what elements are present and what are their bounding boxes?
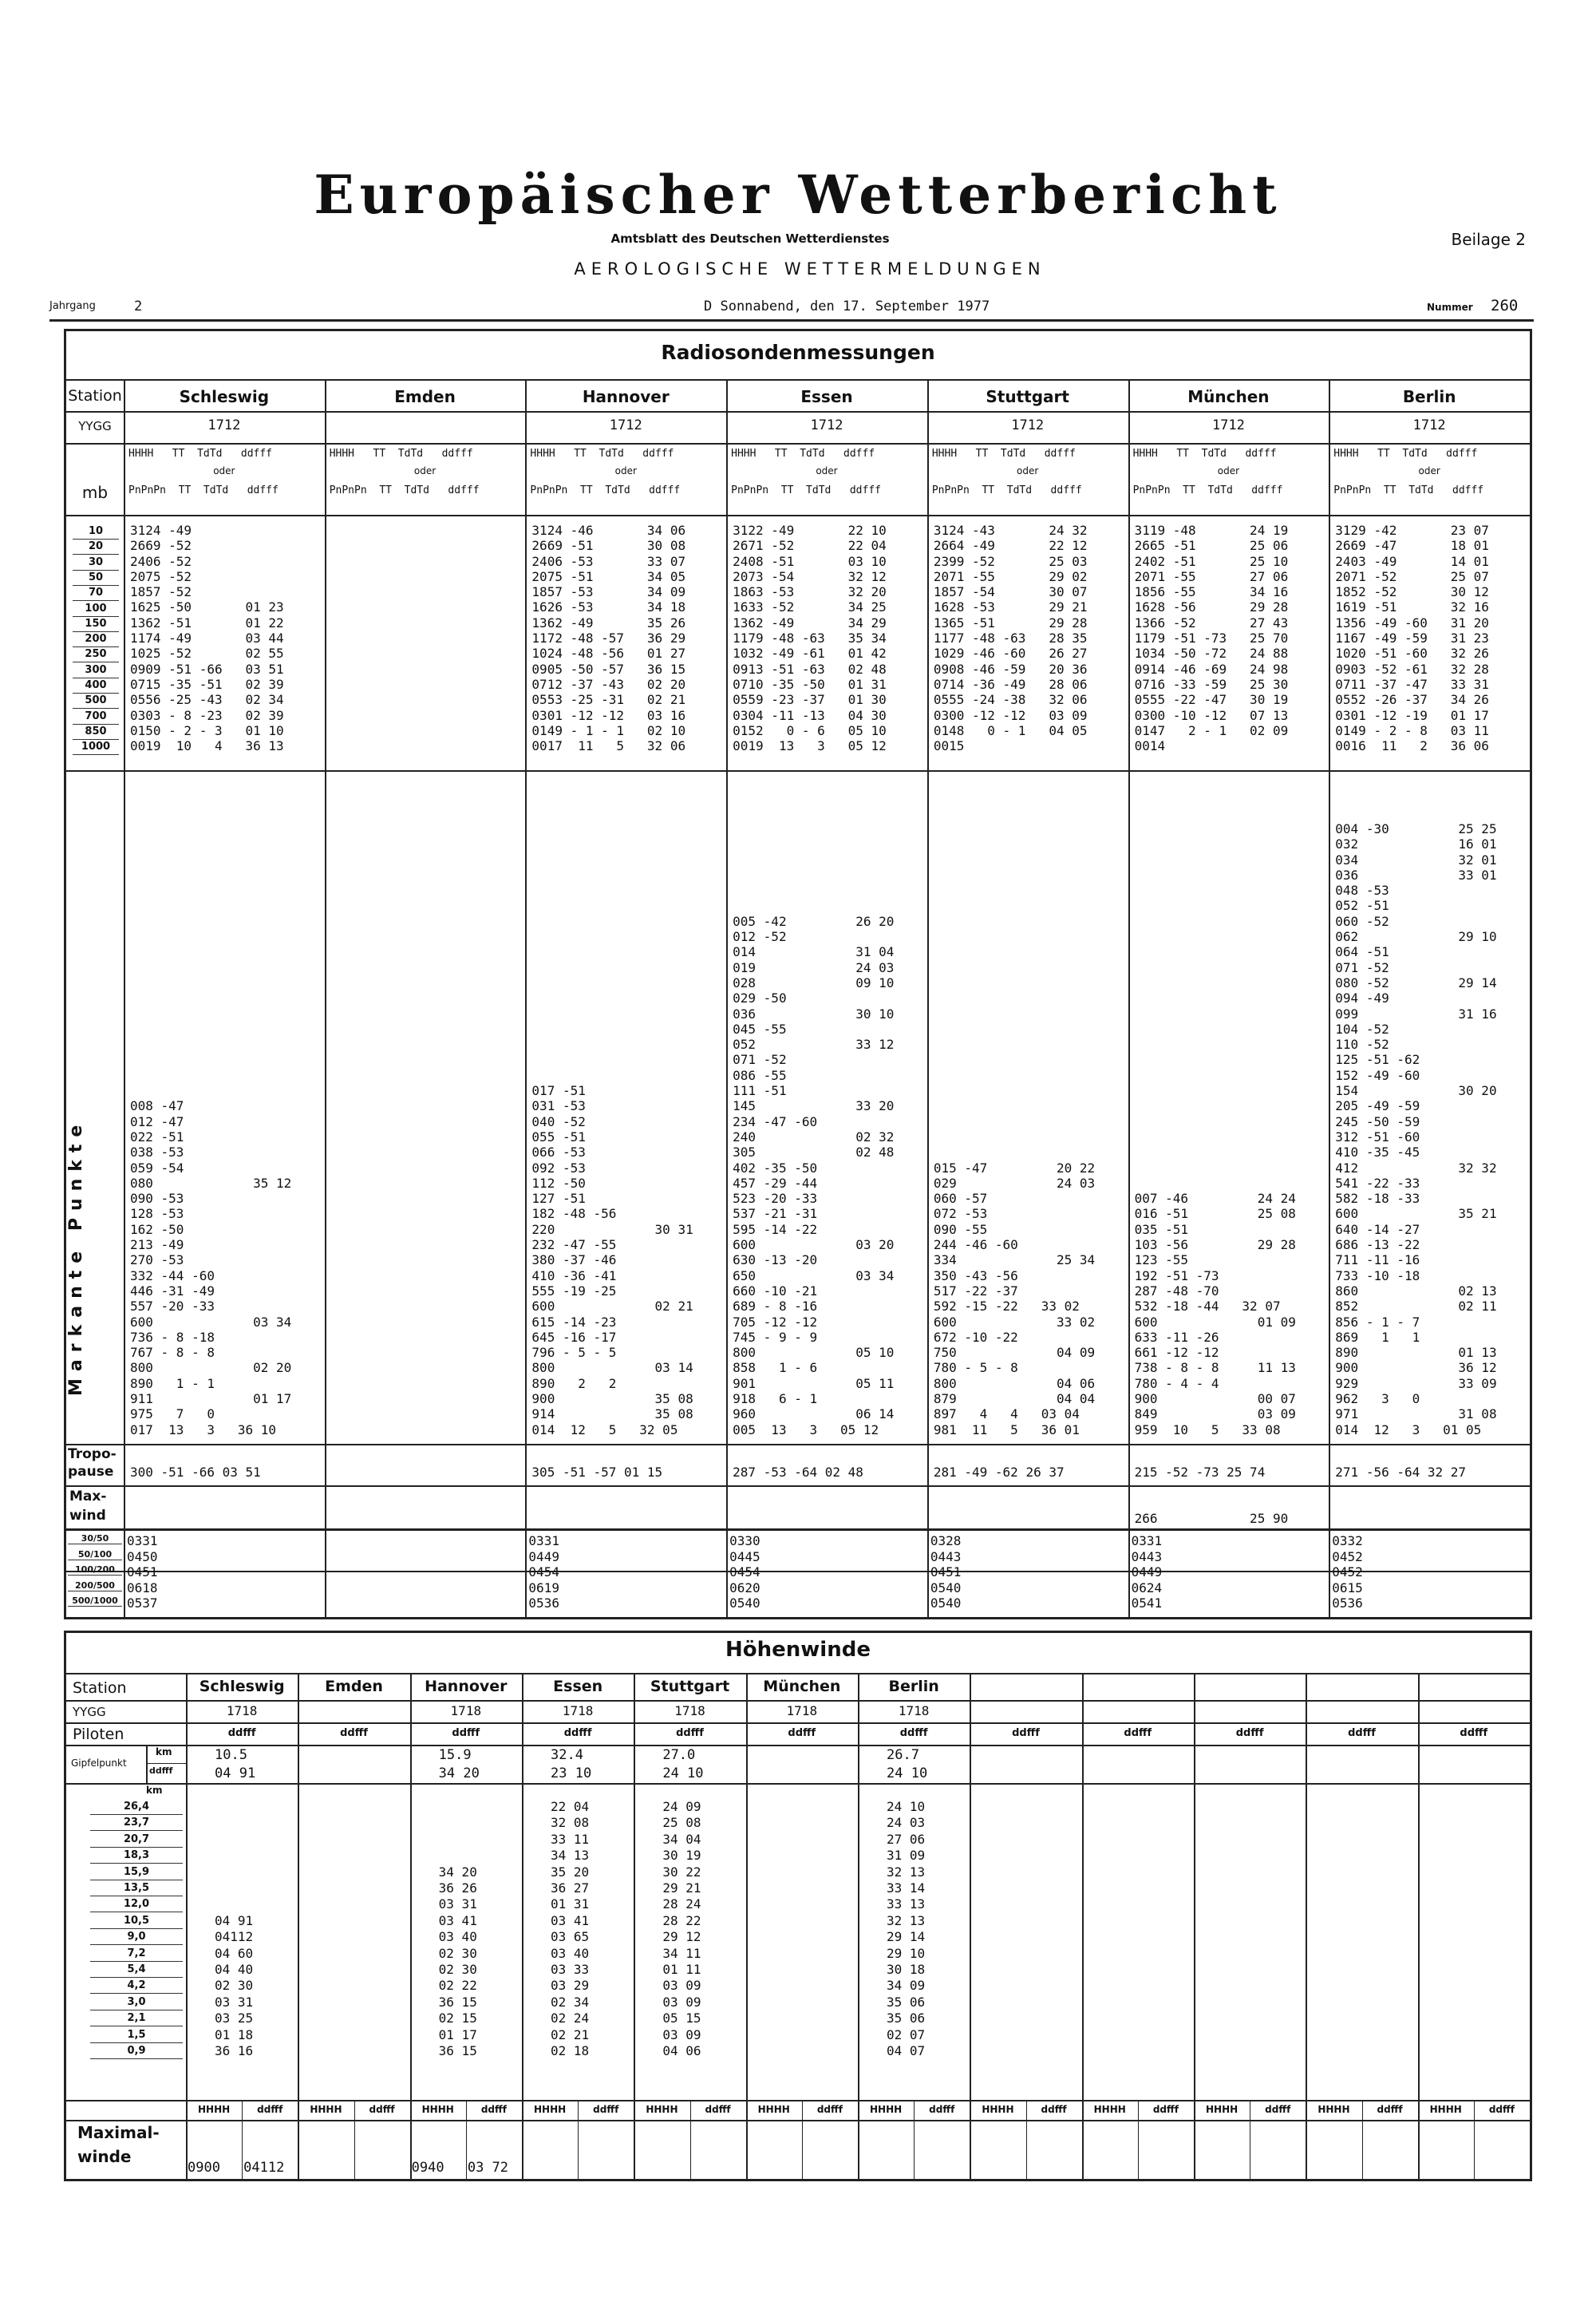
max-hhhh-header: HHHH: [646, 2104, 678, 2115]
column-header-pnpnpn: PnPnPn TT TdTd ddfff: [530, 484, 681, 496]
km-level: 9,0: [90, 1929, 183, 1945]
tropopause-data: 287 -53 -64 02 48: [733, 1465, 863, 1480]
hoehenwind-value: 02 21: [551, 2026, 590, 2042]
pressure-level: 10: [73, 524, 119, 540]
hw-station-name: München: [763, 1678, 841, 1695]
nummer-value: 260: [1491, 297, 1519, 314]
km-level: 2,1: [90, 2010, 183, 2026]
hoehenwind-value: 32 08: [551, 1815, 590, 1831]
hoehenwind-value: 32 13: [887, 1912, 926, 1928]
hoehenwinde-col-rule: [298, 1673, 299, 2179]
station-name: Schleswig: [179, 387, 270, 406]
tropopause-data: 271 -56 -64 32 27: [1335, 1465, 1467, 1480]
hoehenwind-value: 34 13: [551, 1848, 590, 1864]
hw-station-yygg: 1718: [450, 1703, 482, 1718]
hoehenwind-value: 03 09: [662, 1994, 701, 2010]
km-level: 3,0: [90, 1995, 183, 2010]
column-header-pnpnpn: PnPnPn TT TdTd ddfff: [329, 484, 480, 496]
hoehenwinde-col-rule: [634, 1673, 635, 2179]
column-header-hhhh: HHHH TT TdTd ddfff: [128, 448, 273, 460]
pressure-level: 100: [73, 602, 119, 617]
hoehenwind-value: 02 30: [438, 1962, 477, 1977]
max-ddfff-header: ddfff: [480, 2104, 507, 2115]
hoehenwind-value: 34 11: [662, 1945, 701, 1961]
hoehenwind-value: 30 18: [887, 1962, 926, 1977]
hoehenwind-value: 29 12: [662, 1929, 701, 1945]
max-ddfff-value: 04112: [243, 2160, 285, 2176]
km-level: 0,9: [90, 2043, 183, 2059]
max-hhhh-header: HHHH: [1317, 2104, 1350, 2115]
hw-station-name: Schleswig: [199, 1678, 285, 1695]
hoehenwind-value: 24 09: [662, 1799, 701, 1814]
tropopause-data: 281 -49 -62 26 37: [933, 1465, 1065, 1480]
hoehenwind-value: 02 34: [551, 1994, 590, 2010]
max-ddfff-header: ddfff: [369, 2104, 395, 2115]
km-level: 20,7: [90, 1832, 183, 1848]
max-ddfff-header: ddfff: [257, 2104, 283, 2115]
layer-label: 50/100: [68, 1549, 122, 1560]
pressure-level: 500: [73, 694, 119, 709]
radiosonde-row-rule: [66, 1529, 1530, 1531]
km-level: 7,2: [90, 1946, 183, 1962]
max-ddfff-header: ddfff: [1265, 2104, 1291, 2115]
layer-thickness-data: 0331 0443 0449 0624 0541: [1131, 1533, 1163, 1611]
max-ddfff-header: ddfff: [1152, 2104, 1179, 2115]
hoehenwind-value: 03 65: [551, 1929, 590, 1945]
layer-thickness-data: 0331 0450 0451 0618 0537: [127, 1533, 158, 1611]
hoehenwind-value: 01 17: [438, 2026, 477, 2042]
standard-levels-data: 3124 -46 34 06 2669 -51 30 08 2406 -53 33 07 2075 -51 34 05 1857 -53 34 09 1626 -53 34 18 1362 -49 35 26 1172 -48 -57 36 29 1024 -48 -56 01 27 0905 -50 -57 36 15 0712 -37 -43 02 20 0553 -25 -31 02 21 0301 -12 -12 03 16 0149 - 1 - 1 02 10 0017 11 5 32 06: [531, 523, 686, 754]
column-header-hhhh: HHHH TT TdTd ddfff: [1132, 448, 1277, 460]
gipfel-ddfff-value: 04 91: [215, 1765, 256, 1781]
gipfel-sub-rule: [146, 1745, 148, 1783]
hw-station-yygg: 1718: [786, 1703, 818, 1718]
standard-levels-data: 3124 -43 24 32 2664 -49 22 12 2399 -52 25 03 2071 -55 29 02 1857 -54 30 07 1628 -53 29 21 1365 -51 29 28 1177 -48 -63 28 35 1029 -46 -60 26 27 0908 -46 -59 20 36 0714 -36 -49 28 06 0555 -24 -38 32 06 0300 -12 -12 03 09 0148 0 - 1 04 05 0015: [933, 523, 1088, 754]
radiosonde-col-rule: [927, 379, 929, 1617]
standard-levels-data: 3129 -42 23 07 2669 -47 18 01 2403 -49 14 01 2071 -52 25 07 1852 -52 30 12 1619 -51 32 16 1356 -49 -60 31 20 1167 -49 -59 31 23 1020 -51 -60 32 26 0903 -52 -61 32 28 0711 -37 -47 33 31 0552 -26 -37 34 26 0301 -12 -19 01 17 0149 - 2 - 8 03 11 0016 11 2 36 06: [1335, 523, 1489, 754]
hoehenwind-value: 36 15: [438, 1994, 477, 2010]
markante-punkte-data: 004 -30 25 25 032 16 01 034 32 01 036 33 01 048 -53 052 -51 060 -52 062 29 10 064 -51 071 -52 080 -52 29 14 094 -49 099 31 16 104 -52 110 -52 125 -51 -62 152 -49 -60 154 30 20 205 -49 -59 245 -50 -59 312 -51 -60 410 -35 -45 412 32 32 541 -22 -33 582 -18 -33 600 35 21 640 -14 -27 686 -13 -22 711 -11 -16 733 -10 -18 860 02 13 852 02 11 856 - 1 - 7 869 1 1 890 01 13 900 36 12 929 33 09 962 3 0 971 31 08 014 12 3 01 05: [1335, 821, 1497, 1437]
layer-label: 200/500: [68, 1580, 122, 1591]
markante-punkte-data: 015 -47 20 22 029 24 03 060 -57 072 -53 090 -55 244 -46 -60 334 25 34 350 -43 -56 517 -22 -37 592 -15 -22 33 02 600 33 02 672 -10 -22 750 04 09 780 - 5 - 8 800 04 06 879 04 04 897 4 4 03 04 981 11 5 36 01: [933, 1160, 1096, 1437]
hoehenwind-value: 02 30: [438, 1945, 477, 1961]
station-name: Berlin: [1402, 387, 1456, 406]
km-level: 18,3: [90, 1848, 183, 1864]
hoehenwind-value: 35 20: [551, 1864, 590, 1880]
beilage-label: Beilage 2: [1451, 230, 1526, 249]
max-hhhh-header: HHHH: [1093, 2104, 1126, 2115]
radiosonde-col-rule: [1128, 379, 1130, 1617]
max-ddfff-header: ddfff: [929, 2104, 955, 2115]
radiosonde-table: [64, 329, 1532, 1619]
pressure-level: 700: [73, 710, 119, 725]
column-header-oder: oder: [614, 465, 637, 476]
hoehenwind-value: 33 14: [887, 1880, 926, 1896]
hw-station-name: Essen: [553, 1678, 603, 1695]
max-hhhh-header: HHHH: [533, 2104, 567, 2115]
hw-station-yygg: 1718: [226, 1703, 258, 1718]
km-level: 13,5: [90, 1880, 183, 1896]
hoehenwind-value: 27 06: [887, 1831, 926, 1847]
gipfel-sub-rule: [146, 1763, 186, 1764]
station-name: Hannover: [582, 387, 670, 406]
max-hhhh-header: HHHH: [757, 2104, 790, 2115]
hoehenwinde-col-rule: [858, 1673, 859, 2179]
gipfel-km-label: km: [156, 1746, 172, 1757]
radiosonde-row-rule: [66, 770, 1530, 772]
piloten-ddfff-header: ddfff: [1348, 1727, 1376, 1739]
hoehenwind-value: 30 19: [662, 1848, 701, 1864]
km-level: 10,5: [90, 1913, 183, 1929]
markante-punkte-data: 007 -46 24 24 016 -51 25 08 035 -51 103 -56 29 28 123 -55 192 -51 -73 287 -48 -70 532 -18 -44 32 07 600 01 09 633 -11 -26 661 -12 -12 738 - 8 - 8 11 13 780 - 4 - 4 900 00 07 849 03 09 959 10 5 33 08: [1134, 1191, 1296, 1437]
hoehenwinde-row-rule: [66, 1745, 1530, 1746]
hoehenwinde-row-rule: [66, 1673, 1530, 1674]
station-name: Emden: [394, 387, 456, 406]
hoehenwind-value: 35 06: [887, 1994, 926, 2010]
hoehenwind-value: 36 15: [438, 2043, 477, 2058]
radiosonde-row-rule: [66, 515, 1530, 516]
mb-label: mb: [81, 483, 109, 502]
hoehenwinde-row-rule: [66, 1700, 1530, 1702]
station-name: München: [1187, 387, 1270, 406]
markante-punkte-data: 008 -47 012 -47 022 -51 038 -53 059 -54 080 35 12 090 -53 128 -53 162 -50 213 -49 270 -53 332 -44 -60 446 -31 -49 557 -20 -33 600 03 34 736 - 8 -18 767 - 8 - 8 800 02 20 890 1 - 1 911 01 17 975 7 0 017 13 3 36 10: [130, 1098, 292, 1437]
hoehenwind-value: 03 09: [662, 1978, 701, 1994]
hoehenwind-value: 05 15: [662, 2010, 701, 2026]
max-hhhh-header: HHHH: [1429, 2104, 1462, 2115]
piloten-ddfff-header: ddfff: [676, 1727, 704, 1739]
pressure-level: 1000: [73, 740, 119, 755]
pressure-level: 70: [73, 586, 119, 601]
gipfel-km-value: 32.4: [551, 1747, 583, 1763]
layer-thickness-data: 0332 0452 0452 0615 0536: [1332, 1533, 1363, 1611]
column-header-hhhh: HHHH TT TdTd ddfff: [530, 448, 674, 460]
max-hhhh-header: HHHH: [310, 2104, 342, 2115]
hoehenwind-value: 02 24: [551, 2010, 590, 2026]
layer-thickness-data: 0328 0443 0451 0540 0540: [930, 1533, 962, 1611]
hoehenwind-value: 03 31: [215, 1994, 254, 2010]
hoehenwinde-title: Höhenwinde: [725, 1638, 871, 1662]
column-header-pnpnpn: PnPnPn TT TdTd ddfff: [931, 484, 1082, 496]
hw-station-yygg: 1718: [562, 1703, 594, 1718]
radiosonde-col-rule: [325, 379, 326, 1617]
hoehenwind-value: 03 29: [551, 1978, 590, 1994]
column-header-oder: oder: [1017, 465, 1039, 476]
column-header-oder: oder: [213, 465, 235, 476]
radiosonde-row-rule: [66, 379, 1530, 381]
station-label: Station: [68, 387, 122, 405]
layer-label: 500/1000: [68, 1595, 122, 1607]
max-hhhh-header: HHHH: [421, 2104, 454, 2115]
km-level: 4,2: [90, 1978, 183, 1994]
piloten-ddfff-header: ddfff: [227, 1727, 256, 1739]
max-hhhh-header: HHHH: [1205, 2104, 1238, 2115]
nummer-label: Nummer: [1427, 302, 1473, 313]
hoehenwind-value: 36 27: [551, 1880, 590, 1896]
hoehenwinde-col-rule: [1194, 1673, 1195, 2179]
tropopause-data: 300 -51 -66 03 51: [130, 1465, 261, 1480]
hoehenwind-value: 02 30: [215, 1978, 254, 1994]
hoehenwinde-col-rule: [970, 1673, 971, 2179]
hoehenwind-value: 31 09: [887, 1848, 926, 1864]
hoehenwind-value: 03 41: [551, 1912, 590, 1928]
markante-punkte-data: 017 -51 031 -53 040 -52 055 -51 066 -53 092 -53 112 -50 127 -51 182 -48 -56 220 30 31 232 -47 -55 380 -37 -46 410 -36 -41 555 -19 -25 600 02 21 615 -14 -23 645 -16 -17 796 - 5 - 5 800 03 14 890 2 2 900 35 08 914 35 08 014 12 5 32 05: [531, 1083, 693, 1437]
gipfel-ddfff-label: ddfff: [149, 1765, 173, 1776]
hoehenwinde-row-rule: [66, 2120, 1530, 2121]
markante-punkte-data: 005 -42 26 20 012 -52 014 31 04 019 24 03 028 09 10 029 -50 036 30 10 045 -55 052 33 12 071 -52 086 -55 111 -51 145 33 20 234 -47 -60 240 02 32 305 02 48 402 -35 -50 457 -29 -44 523 -20 -33 537 -21 -31 595 -14 -22 600 03 20 630 -13 -20 650 03 34 660 -10 -21 689 - 8 -16 705 -12 -12 745 - 9 - 9 800 05 10 858 1 - 6 901 05 11 918 6 - 1 960 06 14 005 13 3 05 12: [733, 913, 895, 1437]
hoehenwind-value: 04 91: [215, 1912, 254, 1928]
jahrgang-label: Jahrgang: [49, 300, 96, 312]
maxwind-label: Max-wind: [69, 1489, 107, 1524]
layer-label: 30/50: [68, 1533, 122, 1544]
station-name: Essen: [800, 387, 853, 406]
hoehenwind-value: 34 20: [438, 1864, 477, 1880]
km-level: 12,0: [90, 1896, 183, 1912]
hw-station-name: Hannover: [425, 1678, 508, 1695]
maxwind-data: 266 25 90: [1134, 1511, 1289, 1526]
hoehenwinde-row-rule: [66, 2100, 1530, 2101]
standard-levels-data: 3122 -49 22 10 2671 -52 22 04 2408 -51 03 10 2073 -54 32 12 1863 -53 32 20 1633 -52 34 25 1362 -49 34 29 1179 -48 -63 35 34 1032 -49 -61 01 42 0913 -51 -63 02 48 0710 -35 -50 01 31 0559 -23 -37 01 30 0304 -11 -13 04 30 0152 0 - 6 05 10 0019 13 3 05 12: [733, 523, 887, 754]
pressure-level: 20: [73, 540, 119, 555]
column-header-pnpnpn: PnPnPn TT TdTd ddfff: [1333, 484, 1484, 496]
piloten-ddfff-header: ddfff: [1235, 1727, 1264, 1739]
hoehenwind-value: 03 41: [438, 1912, 477, 1928]
column-header-hhhh: HHHH TT TdTd ddfff: [329, 448, 473, 460]
km-level: 5,4: [90, 1962, 183, 1978]
section-heading: AEROLOGISCHE WETTERMELDUNGEN: [574, 259, 1046, 279]
hoehenwind-value: 35 06: [887, 2010, 926, 2026]
gipfel-km-value: 10.5: [215, 1747, 247, 1763]
layer-thickness-data: 0330 0445 0454 0620 0540: [729, 1533, 760, 1611]
page-title: Europäischer Wetterbericht: [314, 164, 1282, 226]
hoehenwind-value: 34 09: [887, 1978, 926, 1994]
hoehenwind-value: 03 25: [215, 2010, 254, 2026]
standard-levels-data: 3124 -49 2669 -52 2406 -52 2075 -52 1857 -52 1625 -50 01 23 1362 -51 01 22 1174 -49 03 44 1025 -52 02 55 0909 -51 -66 03 51 0715 -35 -51 02 39 0556 -25 -43 02 34 0303 - 8 -23 02 39 0150 - 2 - 3 01 10 0019 10 4 36 13: [130, 523, 284, 754]
issue-meta-bar: [49, 297, 1534, 322]
column-header-hhhh: HHHH TT TdTd ddfff: [1333, 448, 1478, 460]
hoehenwind-value: 22 04: [551, 1799, 590, 1814]
hw-station-yygg: 1718: [674, 1703, 705, 1718]
piloten-ddfff-header: ddfff: [1124, 1727, 1152, 1739]
hoehenwind-value: 04 40: [215, 1962, 254, 1977]
station-yygg: 1712: [1011, 417, 1045, 433]
piloten-ddfff-header: ddfff: [1460, 1727, 1488, 1739]
radiosonde-title: Radiosondenmessungen: [661, 341, 935, 364]
piloten-ddfff-header: ddfff: [1012, 1727, 1040, 1739]
tropopause-label: Tropo-pause: [68, 1446, 117, 1480]
column-header-hhhh: HHHH TT TdTd ddfff: [731, 448, 875, 460]
hw-station-name: Berlin: [888, 1678, 939, 1695]
hoehenwinde-col-rule: [1082, 1673, 1084, 2179]
column-header-pnpnpn: PnPnPn TT TdTd ddfff: [1132, 484, 1283, 496]
column-header-oder: oder: [413, 465, 437, 476]
station-yygg: 1712: [810, 417, 843, 433]
station-name: Stuttgart: [986, 387, 1069, 406]
hw-station-name: Emden: [325, 1678, 383, 1695]
max-hhhh-header: HHHH: [197, 2104, 231, 2115]
hoehenwind-value: 04 07: [887, 2043, 926, 2058]
gipfel-ddfff-value: 24 10: [662, 1765, 704, 1781]
station-yygg: 1712: [207, 417, 241, 433]
piloten-ddfff-header: ddfff: [899, 1727, 928, 1739]
hoehenwind-value: 03 33: [551, 1962, 590, 1977]
hoehenwind-value: 02 07: [887, 2026, 926, 2042]
km-level: 26,4: [90, 1799, 183, 1815]
gipfel-km-value: 27.0: [662, 1747, 696, 1763]
piloten-ddfff-header: ddfff: [452, 1727, 480, 1739]
radiosonde-col-rule: [1329, 379, 1330, 1617]
max-hhhh-header: HHHH: [982, 2104, 1014, 2115]
hoehenwind-value: 28 24: [662, 1896, 701, 1912]
gipfel-ddfff-value: 23 10: [551, 1765, 592, 1781]
hoehenwind-value: 25 08: [662, 1815, 701, 1831]
hoehenwinde-row-rule: [66, 1783, 1530, 1785]
piloten-ddfff-header: ddfff: [563, 1727, 592, 1739]
markante-punkte-label: Markante Punkte: [66, 1117, 86, 1397]
radiosonde-col-rule: [124, 379, 125, 1617]
km-levels-header: km: [146, 1785, 163, 1796]
column-header-oder: oder: [816, 465, 838, 476]
layer-label: 100/200: [68, 1564, 122, 1576]
column-header-pnpnpn: PnPnPn TT TdTd ddfff: [731, 484, 881, 496]
max-hhhh-value: 0940: [411, 2160, 444, 2176]
hoehenwind-value: 03 40: [551, 1945, 590, 1961]
gipfel-ddfff-value: 34 20: [438, 1765, 480, 1781]
station-yygg: 1712: [1412, 417, 1446, 433]
maximalwinde-label: Maximal-winde: [77, 2123, 160, 2166]
page-subtitle: Amtsblatt des Deutschen Wetterdienstes: [610, 231, 890, 246]
hoehenwind-value: 24 10: [887, 1799, 926, 1814]
hoehenwind-value: 03 40: [438, 1929, 477, 1945]
piloten-ddfff-header: ddfff: [340, 1727, 368, 1739]
radiosonde-row-rule: [66, 411, 1530, 413]
hoehenwind-value: 02 22: [438, 1978, 477, 1994]
gipfelpunkt-label: Gipfelpunkt: [71, 1757, 127, 1769]
column-header-pnpnpn: PnPnPn TT TdTd ddfff: [128, 484, 279, 496]
radiosonde-row-rule: [66, 1444, 1530, 1445]
hoehenwind-value: 34 04: [662, 1831, 701, 1847]
hw-station-name: Stuttgart: [650, 1678, 730, 1695]
pressure-level: 400: [73, 678, 119, 694]
hoehenwind-value: 04 60: [215, 1945, 254, 1961]
radiosonde-row-rule: [66, 443, 1530, 445]
radiosonde-row-rule: [66, 1571, 1530, 1572]
tropopause-data: 305 -51 -57 01 15: [531, 1465, 663, 1480]
hoehenwind-value: 29 21: [662, 1880, 701, 1896]
station-yygg: 1712: [1211, 417, 1245, 433]
issue-date: D Sonnabend, den 17. September 1977: [704, 299, 990, 314]
hoehenwind-value: 33 13: [887, 1896, 926, 1912]
max-ddfff-header: ddfff: [816, 2104, 843, 2115]
hoehenwind-value: 04112: [215, 1929, 254, 1945]
max-hhhh-header: HHHH: [869, 2104, 903, 2115]
yygg-label: YYGG: [78, 419, 112, 433]
hoehenwinde-col-rule: [746, 1673, 748, 2179]
km-level: 15,9: [90, 1864, 183, 1880]
max-ddfff-value: 03 72: [467, 2160, 509, 2176]
hoehenwind-value: 28 22: [662, 1912, 701, 1928]
station-yygg: 1712: [609, 417, 642, 433]
gipfel-ddfff-value: 24 10: [887, 1765, 928, 1781]
hw-station-yygg: 1718: [898, 1703, 930, 1718]
hoehenwinde-col-rule: [410, 1673, 412, 2179]
hoehenwind-value: 04 06: [662, 2043, 701, 2058]
hoehenwind-value: 32 13: [887, 1864, 926, 1880]
hoehenwinde-col-rule: [522, 1673, 523, 2179]
hoehenwind-value: 29 10: [887, 1945, 926, 1961]
hoehenwind-value: 01 11: [662, 1962, 701, 1977]
max-ddfff-header: ddfff: [1377, 2104, 1403, 2115]
hoehenwinde-col-rule: [1418, 1673, 1420, 2179]
gipfel-km-value: 15.9: [438, 1747, 472, 1763]
pressure-level: 200: [73, 632, 119, 647]
piloten-ddfff-header: ddfff: [788, 1727, 816, 1739]
hoehenwind-value: 30 22: [662, 1864, 701, 1880]
hoehenwinde-row-rule: [66, 1722, 1530, 1724]
pressure-level: 30: [73, 555, 119, 571]
hoehenwind-value: 29 14: [887, 1929, 926, 1945]
hoehenwind-value: 33 11: [551, 1831, 590, 1847]
hw-yygg-label: YYGG: [73, 1705, 106, 1719]
pressure-level: 250: [73, 647, 119, 662]
max-ddfff-header: ddfff: [705, 2104, 731, 2115]
radiosonde-col-rule: [525, 379, 527, 1617]
radiosonde-col-rule: [726, 379, 728, 1617]
hoehenwinde-table: [64, 1631, 1532, 2181]
pressure-level: 150: [73, 617, 119, 632]
jahrgang-value: 2: [134, 299, 143, 314]
max-ddfff-header: ddfff: [593, 2104, 619, 2115]
hoehenwind-value: 02 18: [551, 2043, 590, 2058]
standard-levels-data: 3119 -48 24 19 2665 -51 25 06 2402 -51 25 10 2071 -55 27 06 1856 -55 34 16 1628 -56 29 28 1366 -52 27 43 1179 -51 -73 25 70 1034 -50 -72 24 88 0914 -46 -69 24 98 0716 -33 -59 25 30 0555 -22 -47 30 19 0300 -10 -12 07 13 0147 2 - 1 02 09 0014: [1134, 523, 1289, 754]
tropopause-data: 215 -52 -73 25 74: [1134, 1465, 1266, 1480]
radiosonde-row-rule: [66, 1485, 1530, 1487]
hoehenwind-value: 03 31: [438, 1896, 477, 1912]
max-hhhh-value: 0900: [188, 2160, 220, 2176]
hoehenwind-value: 01 31: [551, 1896, 590, 1912]
hoehenwind-value: 03 09: [662, 2026, 701, 2042]
pressure-level: 850: [73, 725, 119, 740]
hw-station-label: Station: [73, 1679, 127, 1697]
hoehenwind-value: 36 16: [215, 2043, 254, 2058]
hoehenwinde-col-rule: [186, 1673, 188, 2179]
km-level: 23,7: [90, 1815, 183, 1831]
hoehenwind-value: 24 03: [887, 1815, 926, 1831]
hoehenwinde-col-rule: [1306, 1673, 1307, 2179]
pressure-level: 50: [73, 571, 119, 586]
layer-thickness-data: 0331 0449 0454 0619 0536: [528, 1533, 559, 1611]
max-ddfff-header: ddfff: [1488, 2104, 1515, 2115]
hoehenwind-value: 36 26: [438, 1880, 477, 1896]
column-header-hhhh: HHHH TT TdTd ddfff: [931, 448, 1076, 460]
pressure-level: 300: [73, 663, 119, 678]
gipfel-km-value: 26.7: [887, 1747, 919, 1763]
column-header-oder: oder: [1217, 465, 1240, 476]
hoehenwind-value: 02 15: [438, 2010, 477, 2026]
km-level: 1,5: [90, 2027, 183, 2043]
hw-piloten-label: Piloten: [73, 1726, 124, 1743]
max-ddfff-header: ddfff: [1041, 2104, 1067, 2115]
hoehenwind-value: 01 18: [215, 2026, 254, 2042]
column-header-oder: oder: [1418, 465, 1440, 476]
